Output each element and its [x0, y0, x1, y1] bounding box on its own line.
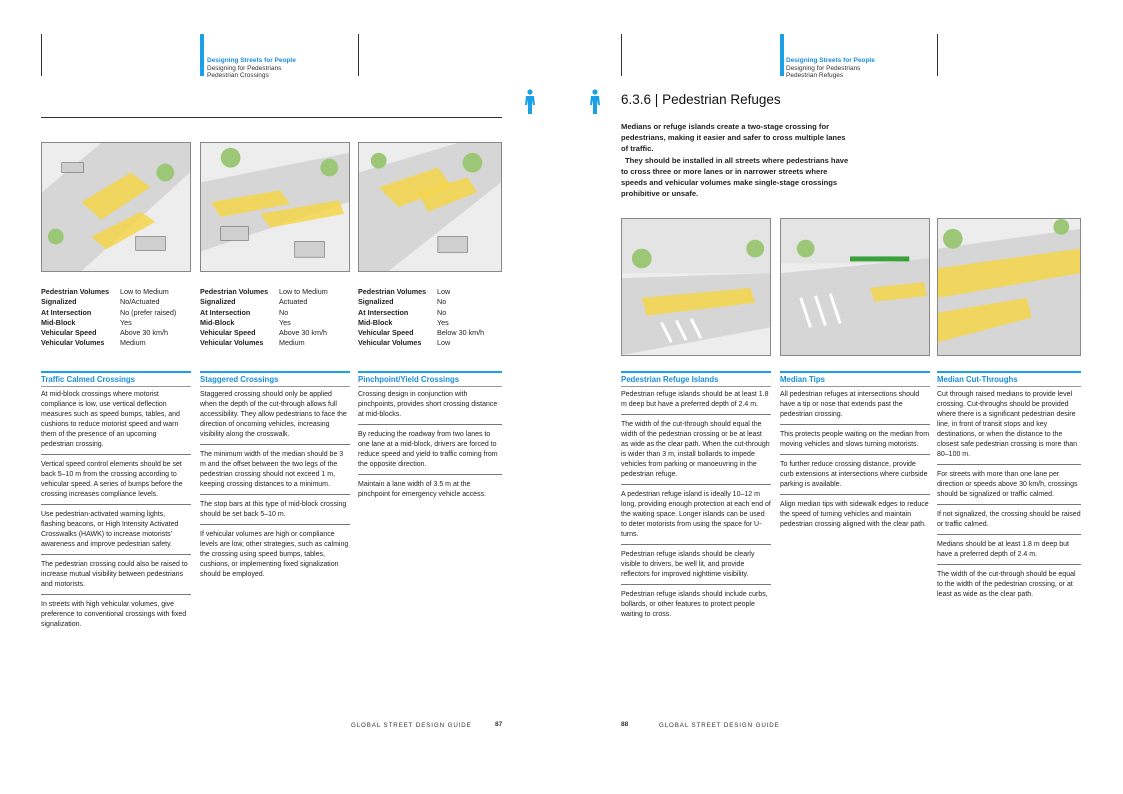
spec-table [358, 287, 508, 349]
spec-row [41, 318, 196, 328]
section-title: Traffic Calmed Crossings [41, 375, 136, 384]
paragraph: If not signalized, the crossing should be raised or traffic calmed. [937, 508, 1081, 535]
spec-value: Low to Medium [279, 287, 328, 296]
spec-key: At Intersection [41, 307, 92, 317]
spec-value: Actuated [279, 297, 308, 307]
spec-key: Vehicular Speed [358, 328, 414, 338]
spec-row [358, 297, 508, 307]
top-rule [41, 117, 502, 118]
spec-key: Signalized [41, 297, 77, 307]
section-rule [41, 371, 191, 373]
paragraph: Medians should be at least 1.8 m deep but have a preferred depth of 2.4 m. [937, 538, 1081, 565]
pedestrian-icon [523, 89, 537, 115]
paragraph: This protects people waiting on the median from moving vehicles and slows turning motorists. [780, 428, 930, 455]
spec-row [200, 338, 355, 348]
page-number: 87 [495, 721, 503, 728]
intro-text [621, 121, 849, 199]
spec-value: Yes [279, 317, 291, 327]
spec-key: At Intersection [200, 307, 251, 317]
paragraph: Cut through raised medians to provide level crossing. Cut-throughs should be provided where there is a significant pedestrian desire line, in front of transit stops and key destinations, or when the distance to the closest safe pedestrian crossing is more than 80–100 m. [937, 388, 1081, 465]
spec-key: Mid-Block [41, 317, 76, 327]
spec-key: Mid-Block [200, 317, 235, 327]
margin-line [41, 34, 42, 76]
spec-row [358, 328, 508, 338]
intro-p2: They should be installed in all streets where pedestrians have to cross three or more lanes or in narrower streets where speeds and vehicular volumes make single-stage crossings prohibitive or unsafe. [621, 155, 849, 199]
margin-line [621, 34, 622, 76]
paragraph: The pedestrian crossing could also be raised to increase mutual visibility between pedestrians and motorists. [41, 558, 191, 595]
paragraph: All pedestrian refuges at intersections should have a tip or nose that extends past the pedestrian crossing. [780, 388, 930, 425]
spec-value: Low to Medium [120, 287, 169, 296]
illustration-traffic-calmed-crossing [41, 142, 191, 272]
spec-value: Yes [437, 317, 449, 327]
spec-key: Pedestrian Volumes [200, 287, 269, 296]
section-rule [200, 371, 350, 373]
paragraph: By reducing the roadway from two lanes to one lane at a mid-block, drivers are forced to reduce speed and yield to traffic coming from the opposite direction. [358, 428, 502, 475]
header-title: Designing Streets for People [786, 57, 875, 64]
paragraph: For streets with more than one lane per direction or speeds above 30 km/h, crossings should be signalized or traffic calmed. [937, 468, 1081, 505]
paragraph: If vehicular volumes are high or compliance levels are low, other strategies, such as calming the crossing using speed bumps, tables, cushions, or implementing fixed signalization should be employed. [200, 531, 349, 578]
spec-value: Above 30 km/h [120, 328, 168, 338]
spec-row [358, 287, 508, 297]
spec-row [358, 338, 508, 348]
spec-value: Low [437, 338, 451, 348]
section-body [200, 388, 350, 587]
intro-p1: Medians or refuge islands create a two-stage crossing for pedestrians, making it easier and safer to cross multiple lanes of traffic. [621, 122, 846, 154]
title-separator: | [654, 92, 663, 107]
header-sub1: Designing for Pedestrians [207, 64, 282, 72]
illustration-pinchpoint-crossing [358, 142, 502, 272]
running-header-right [786, 57, 875, 80]
section-rule [937, 371, 1081, 373]
paragraph: Crossing design in conjunction with pinchpoints, provides short crossing distance at mid-blocks. [358, 388, 502, 425]
spec-row [41, 338, 196, 348]
paragraph: To further reduce crossing distance, provide curb extensions at intersections where curbside parking is available. [780, 458, 930, 495]
section-rule-thin [358, 386, 502, 387]
illustration-median-tip [780, 218, 930, 356]
header-accent-bar [200, 34, 204, 76]
paragraph: Pedestrian refuge islands should be clearly visible to drivers, be well lit, and provide reflectors for improved nighttime visibility. [621, 548, 771, 585]
section-title: Median Cut-Throughs [937, 375, 1018, 384]
spec-row [200, 318, 355, 328]
section-rule-thin [200, 386, 350, 387]
spec-value: Low [437, 287, 451, 296]
illustration-refuge-island [621, 218, 771, 356]
paragraph: Staggered crossing should only be applied when the depth of the cut-through allows full accessibility. They allow pedestrians to face the direction of oncoming vehicles, increasing visibility along the crosswalk. [200, 388, 350, 445]
paragraph: The stop bars at this type of mid-block crossing should be set back 5–10 m. [200, 498, 350, 525]
section-rule-thin [621, 386, 771, 387]
page-number: 88 [621, 721, 629, 728]
section-number: 6.3.6 [621, 92, 652, 107]
pedestrian-icon [588, 89, 602, 115]
spec-value: Medium [279, 338, 305, 348]
spec-key: Signalized [200, 297, 236, 307]
section-body [937, 388, 1081, 607]
paragraph: Align median tips with sidewalk edges to reduce the speed of turning vehicles and maintain pedestrian crossing aligned with the clear path. [780, 501, 929, 528]
section-title: Pinchpoint/Yield Crossings [358, 375, 460, 384]
spec-key: Mid-Block [358, 317, 393, 327]
section-body [621, 388, 771, 627]
section-title: Pedestrian Refuge Islands [621, 375, 719, 384]
spec-row [358, 308, 508, 318]
section-rule-thin [937, 386, 1081, 387]
spec-value: Yes [120, 317, 132, 327]
paragraph: Pedestrian refuge islands should include curbs, bollards, or other features to protect people waiting to cross. [621, 591, 768, 618]
spec-value: No [279, 307, 289, 317]
spec-key: Signalized [358, 297, 394, 307]
spec-table [200, 287, 355, 349]
spec-key: Vehicular Speed [200, 328, 256, 338]
section-title-main: Pedestrian Refuges [662, 92, 781, 107]
spec-key: Pedestrian Volumes [358, 287, 427, 296]
paragraph: The width of the cut-through should equal the width of the pedestrian crossing or be at least as wide as the clear path. When the cut-through is wider than 3 m, install bollards to impede vehicles from parking or manoeuvring in the pedestrian refuge. [621, 418, 771, 485]
section-title: Median Tips [780, 375, 825, 384]
section-title: Staggered Crossings [200, 375, 279, 384]
spec-value: Medium [120, 338, 146, 348]
spec-value: No [437, 307, 447, 317]
section-body [780, 388, 930, 537]
spec-row [41, 287, 196, 297]
page-title [621, 92, 781, 107]
section-body [41, 388, 191, 637]
section-rule [780, 371, 930, 373]
spec-row [200, 297, 355, 307]
section-body [358, 388, 502, 507]
paragraph: Maintain a lane width of 3.5 m at the pinchpoint for emergency vehicle access. [358, 481, 487, 498]
paragraph: Use pedestrian-activated warning lights, flashing beacons, or High Intensity Activated Crosswalks (HAWK) to increase motorists' awareness and improve pedestrian safety. [41, 508, 191, 555]
spec-value: Below 30 km/h [437, 328, 485, 338]
margin-line [937, 34, 938, 76]
section-rule [358, 371, 502, 373]
spec-table [41, 287, 196, 349]
running-header-left [207, 57, 296, 80]
spec-value: No [437, 297, 447, 307]
spec-key: Vehicular Volumes [41, 338, 105, 348]
spec-key: Vehicular Volumes [358, 338, 422, 348]
footer-text: GLOBAL STREET DESIGN GUIDE [351, 722, 472, 729]
spec-key: At Intersection [358, 307, 409, 317]
spec-row [41, 297, 196, 307]
section-rule-thin [41, 386, 191, 387]
spec-row [358, 318, 508, 328]
illustration-staggered-crossing [200, 142, 350, 272]
spec-row [41, 308, 196, 318]
footer-text: GLOBAL STREET DESIGN GUIDE [659, 722, 780, 729]
paragraph: The minimum width of the median should be 3 m and the offset between the two legs of the pedestrian crossing should not exceed 1 m, keeping crossing distances to a minimum. [200, 448, 350, 495]
spec-row [200, 287, 355, 297]
spec-row [200, 308, 355, 318]
paragraph: The width of the cut-through should be equal to the width of the pedestrian crossing, or at least as wide as the clear path. [937, 571, 1076, 598]
spec-value: Above 30 km/h [279, 328, 327, 338]
paragraph: In streets with high vehicular volumes, give preference to conventional crossings with fixed signalization. [41, 601, 187, 628]
paragraph: A pedestrian refuge island is ideally 10–12 m long, providing enough protection at each end of the waiting space. Longer islands can be used to deter motorists from using the space for U-turns. [621, 488, 771, 545]
paragraph: At mid-block crossings where motorist compliance is low, use vertical deflection measures such as speed bumps, tables, and cushions to reduce motorist speed and warn them of the presence of an upcoming pedestrian crossing. [41, 388, 191, 455]
header-sub1: Designing for Pedestrians [786, 64, 861, 72]
spec-value: No/Actuated [120, 297, 160, 307]
header-title: Designing Streets for People [207, 57, 296, 64]
header-sub2: Pedestrian Refuges [786, 72, 844, 79]
paragraph: Vertical speed control elements should be set back 5–10 m from the crossing according to vehicular speed. A series of bumps before the crossing increases compliance levels. [41, 458, 191, 505]
paragraph: Pedestrian refuge islands should be at least 1.8 m deep but have a preferred depth of 2.4 m. [621, 388, 771, 415]
header-sub2: Pedestrian Crossings [207, 72, 269, 79]
spec-key: Vehicular Speed [41, 328, 97, 338]
spec-key: Pedestrian Volumes [41, 287, 110, 296]
header-accent-bar [780, 34, 784, 76]
margin-line [358, 34, 359, 76]
spec-value: No (prefer raised) [120, 307, 177, 317]
spec-row [41, 328, 196, 338]
illustration-median-cut-through [937, 218, 1081, 356]
spec-row [200, 328, 355, 338]
spec-key: Vehicular Volumes [200, 338, 264, 348]
section-rule [621, 371, 771, 373]
section-rule-thin [780, 386, 930, 387]
